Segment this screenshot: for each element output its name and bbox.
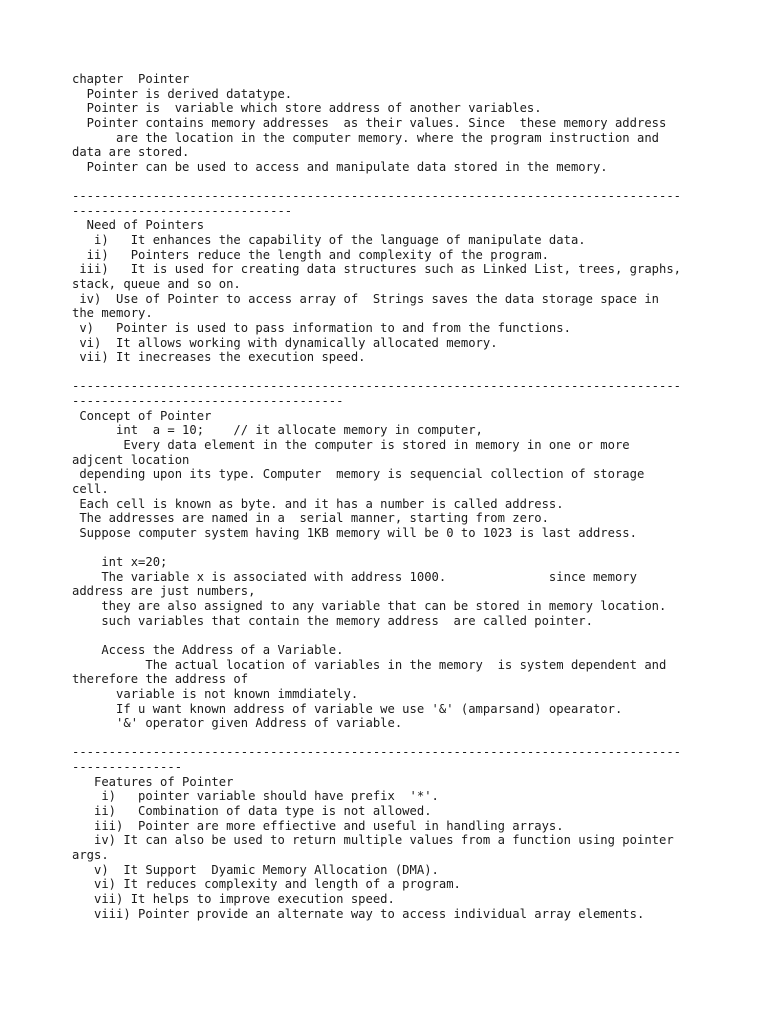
text-line: Pointer is derived datatype. (72, 86, 293, 101)
section-divider: ------------------------------ (72, 203, 293, 218)
text-line: are the location in the computer memory. where the program instruction and (72, 130, 659, 145)
text-line: cell. (72, 481, 109, 496)
text-line: therefore the address of (72, 672, 249, 687)
text-line: Each cell is known as byte. and it has a number is called address. (72, 496, 564, 511)
text-line: vi) It reduces complexity and length of a program. (72, 877, 461, 892)
text-line: chapter Pointer (72, 72, 190, 86)
text-line: v) It Support Dyamic Memory Allocation (DMA). (72, 862, 439, 877)
text-line: v) Pointer is used to pass information to and from the functions. (72, 320, 571, 335)
text-line: args. (72, 847, 109, 862)
text-line: depending upon its type. Computer memory is sequencial collection of storage (72, 467, 645, 482)
section-divider: ----------------------------------------------------------------------------------- (72, 379, 682, 394)
text-line: vii) It inecreases the execution speed. (72, 350, 366, 365)
text-line: ii) Pointers reduce the length and complexity of the program. (72, 247, 549, 262)
text-line: they are also assigned to any variable that can be stored in memory location. (72, 599, 667, 614)
text-line: iv) Use of Pointer to access array of Strings saves the data storage space in (72, 291, 659, 306)
text-line: int x=20; (72, 555, 168, 570)
text-line: iii) Pointer are more effiective and useful in handling arrays. (72, 818, 564, 833)
text-line: variable is not known immdiately. (72, 686, 359, 701)
document-body (72, 72, 698, 921)
text-line: ii) Combination of data type is not allowed. (72, 804, 432, 819)
text-line: Pointer contains memory addresses as their values. Since these memory address (72, 115, 667, 130)
text-line: Need of Pointers (72, 218, 205, 233)
text-line: '&' operator given Address of variable. (72, 716, 403, 731)
text-line: int a = 10; // it allocate memory in computer, (72, 423, 483, 438)
blank-line (72, 174, 698, 189)
text-line: iv) It can also be used to return multiple values from a function using pointer (72, 833, 674, 848)
text-line: data are stored. (72, 145, 190, 160)
text-line: vi) It allows working with dynamically allocated memory. (72, 335, 498, 350)
section-divider: ------------------------------------- (72, 394, 344, 409)
section-divider: --------------- (72, 760, 183, 775)
blank-line (72, 731, 698, 746)
text-line: Pointer can be used to access and manipulate data stored in the memory. (72, 159, 608, 174)
text-line: Pointer is variable which store address of another variables. (72, 101, 542, 116)
text-line: address are just numbers, (72, 584, 256, 599)
text-line: i) pointer variable should have prefix '*'. (72, 789, 439, 804)
text-line: viii) Pointer provide an alternate way to access individual array elements. (72, 906, 645, 921)
text-line: Access the Address of a Variable. (72, 642, 344, 657)
text-line: The addresses are named in a serial manner, starting from zero. (72, 511, 549, 526)
text-line: Features of Pointer (72, 774, 234, 789)
text-line: The actual location of variables in the memory is system dependent and (72, 657, 667, 672)
blank-line (72, 628, 698, 643)
text-line: i) It enhances the capability of the language of manipulate data. (72, 233, 586, 248)
text-line: Every data element in the computer is stored in memory in one or more (72, 438, 630, 453)
text-line: stack, queue and so on. (72, 276, 241, 291)
text-line: Concept of Pointer (72, 408, 212, 423)
blank-line (72, 365, 698, 380)
text-line: the memory. (72, 306, 153, 321)
text-line: The variable x is associated with address 1000. since memory (72, 569, 637, 584)
section-divider: ----------------------------------------------------------------------------------- (72, 745, 682, 760)
text-line: adjcent location (72, 452, 190, 467)
text-line: vii) It helps to improve execution speed. (72, 891, 395, 906)
section-divider: ----------------------------------------------------------------------------------- (72, 189, 682, 204)
text-line: such variables that contain the memory address are called pointer. (72, 613, 593, 628)
blank-line (72, 541, 698, 556)
text-line: Suppose computer system having 1KB memory will be 0 to 1023 is last address. (72, 525, 637, 540)
text-line: iii) It is used for creating data structures such as Linked List, trees, graphs, (72, 262, 682, 277)
text-line: If u want known address of variable we use '&' (amparsand) opearator. (72, 701, 623, 716)
